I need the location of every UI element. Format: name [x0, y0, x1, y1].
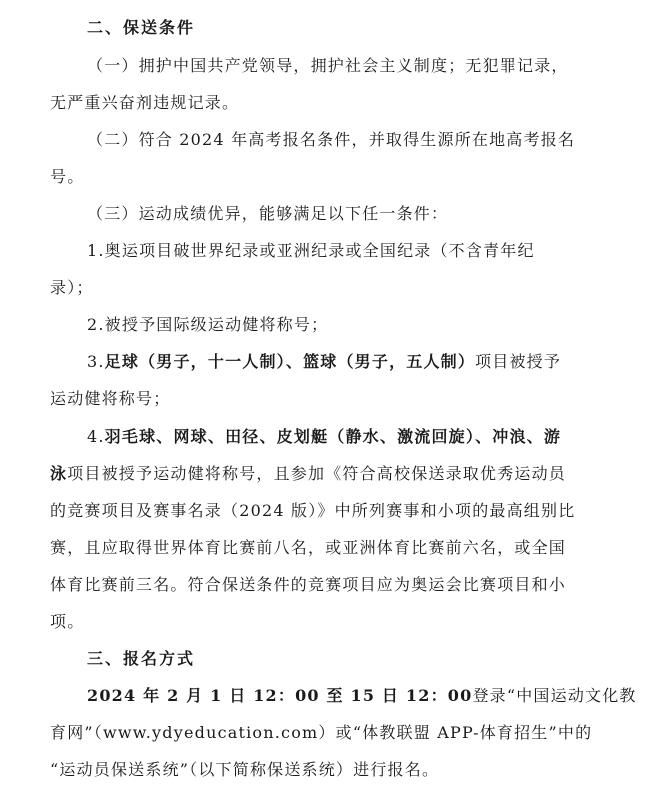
paragraph-item1-line2: 无严重兴奋剂违规记录。: [50, 93, 240, 112]
registration-time: 2024 年 2 月 1 日 12：00 至 15 日 12：00: [87, 686, 473, 705]
registration-line1: [87, 685, 637, 707]
condition4-line3: 的竞赛项目及赛事名录（2024 版）》中所列赛事和小项的最高组别比: [50, 501, 576, 520]
registration-line2: 育网”（www.ydyeducation.com）或“体教联盟 APP-体育招生”中的: [50, 723, 593, 742]
paragraph-item3: （三）运动成绩优异，能够满足以下任一条件：: [87, 204, 449, 223]
condition4-line5: 体育比赛前三名。符合保送条件的竞赛项目应为奥运会比赛项目和小: [50, 575, 567, 594]
section-heading-registration: 三、报名方式: [87, 649, 196, 668]
condition4-bold-text: 羽毛球、网球、田径、皮划艇（静水、激流回旋）、冲浪、游: [104, 427, 562, 446]
condition2: 2.被授予国际级运动健将称号；: [87, 315, 329, 334]
condition3-line2: 运动健将称号；: [50, 389, 171, 408]
paragraph-item1-line1: （一）拥护中国共产党领导，拥护社会主义制度；无犯罪记录，: [87, 56, 569, 75]
condition4-number: 4.: [87, 427, 105, 446]
condition1-line2: 录）；: [50, 278, 94, 297]
paragraph-item2-line1: （二）符合 2024 年高考报名条件，并取得生源所在地高考报名: [87, 130, 576, 149]
condition3-line1: [87, 351, 561, 373]
condition4-line6: 项。: [50, 612, 85, 631]
condition4-line4: 赛，且应取得世界体育比赛前八名，或亚洲体育比赛前六名，或全国: [50, 538, 567, 557]
condition1-line1: 1.奥运项目破世界纪录或亚洲纪录或全国纪录（不含青年纪: [87, 241, 535, 260]
section-heading-conditions: 二、保送条件: [87, 18, 196, 37]
condition4-line2: [50, 463, 566, 485]
condition3-bold-text: 足球（男子，十一人制）、篮球（男子，五人制）: [104, 352, 476, 371]
condition4-line1: [87, 426, 561, 448]
registration-line3: “运动员保送系统”（以下简称保送系统）进行报名。: [50, 760, 440, 779]
registration-line1-rest: 登录“中国运动文化教: [472, 686, 637, 705]
condition4-bold-tail: 泳: [50, 464, 68, 483]
condition4-line2-rest: 项目被授予运动健将称号，且参加《符合高校保送录取优秀运动员: [67, 464, 567, 483]
paragraph-item2-line2: 号。: [50, 167, 85, 186]
condition3-number: 3.: [87, 352, 105, 371]
condition3-rest-text: 项目被授予: [475, 352, 562, 371]
